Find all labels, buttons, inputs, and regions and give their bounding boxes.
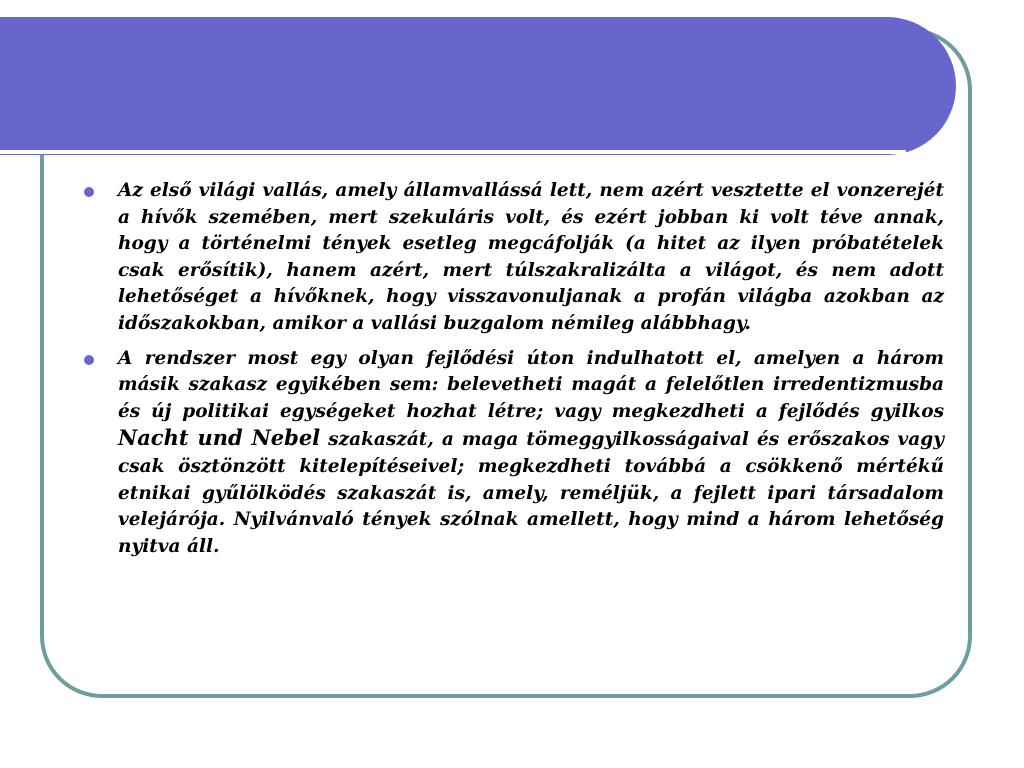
body-text	[82, 178, 944, 568]
bullet-item	[82, 346, 944, 561]
bullet-item	[82, 178, 944, 338]
bullet-text-part2: szakaszát, a maga tömeggyilkosságaival és erőszakos vagy csak ösztönzött kitelepítéseivel; megkezdheti továbbá a csökkenő mértékű etnikai gyűlölködés szakaszát is, amely, reméljük, a fejlett ipari társadalom velejárója. Nyilvánvaló tények szólnak amellett, hogy mind a három lehetőség nyitva áll.	[118, 429, 944, 557]
emphasis-text: Nacht und Nebel	[118, 425, 321, 451]
bullet-text-part1: A rendszer most egy olyan fejlődési úton indulhatott el, amelyen a három másik szakasz egyikében sem: belevetheti magát a felelőtlen irredentizmusba és új politikai egységeket hozhat létre; vagy megkezdheti a fejlődés gyilkos	[118, 347, 944, 422]
title-underline	[0, 150, 906, 154]
title-band	[0, 17, 956, 155]
bullet-dot-icon	[84, 355, 94, 365]
bullet-dot-icon	[84, 187, 94, 197]
bullet-text: Az első világi vallás, amely államvallássá lett, nem azért vesztette el vonzerejét a hívők szemében, mert szekuláris volt, és ezért jobban ki volt téve annak, hogy a történelmi tények esetleg megcáfolják (a hitet az ilyen próbatételek csak erősítik), hanem azért, mert túlszakralizálta a világot, és nem adott lehetőséget a hívőknek, hogy visszavonuljanak a profán világba azokban az időszakokban, amikor a vallási buzgalom némileg alábbhagy.	[118, 180, 944, 334]
